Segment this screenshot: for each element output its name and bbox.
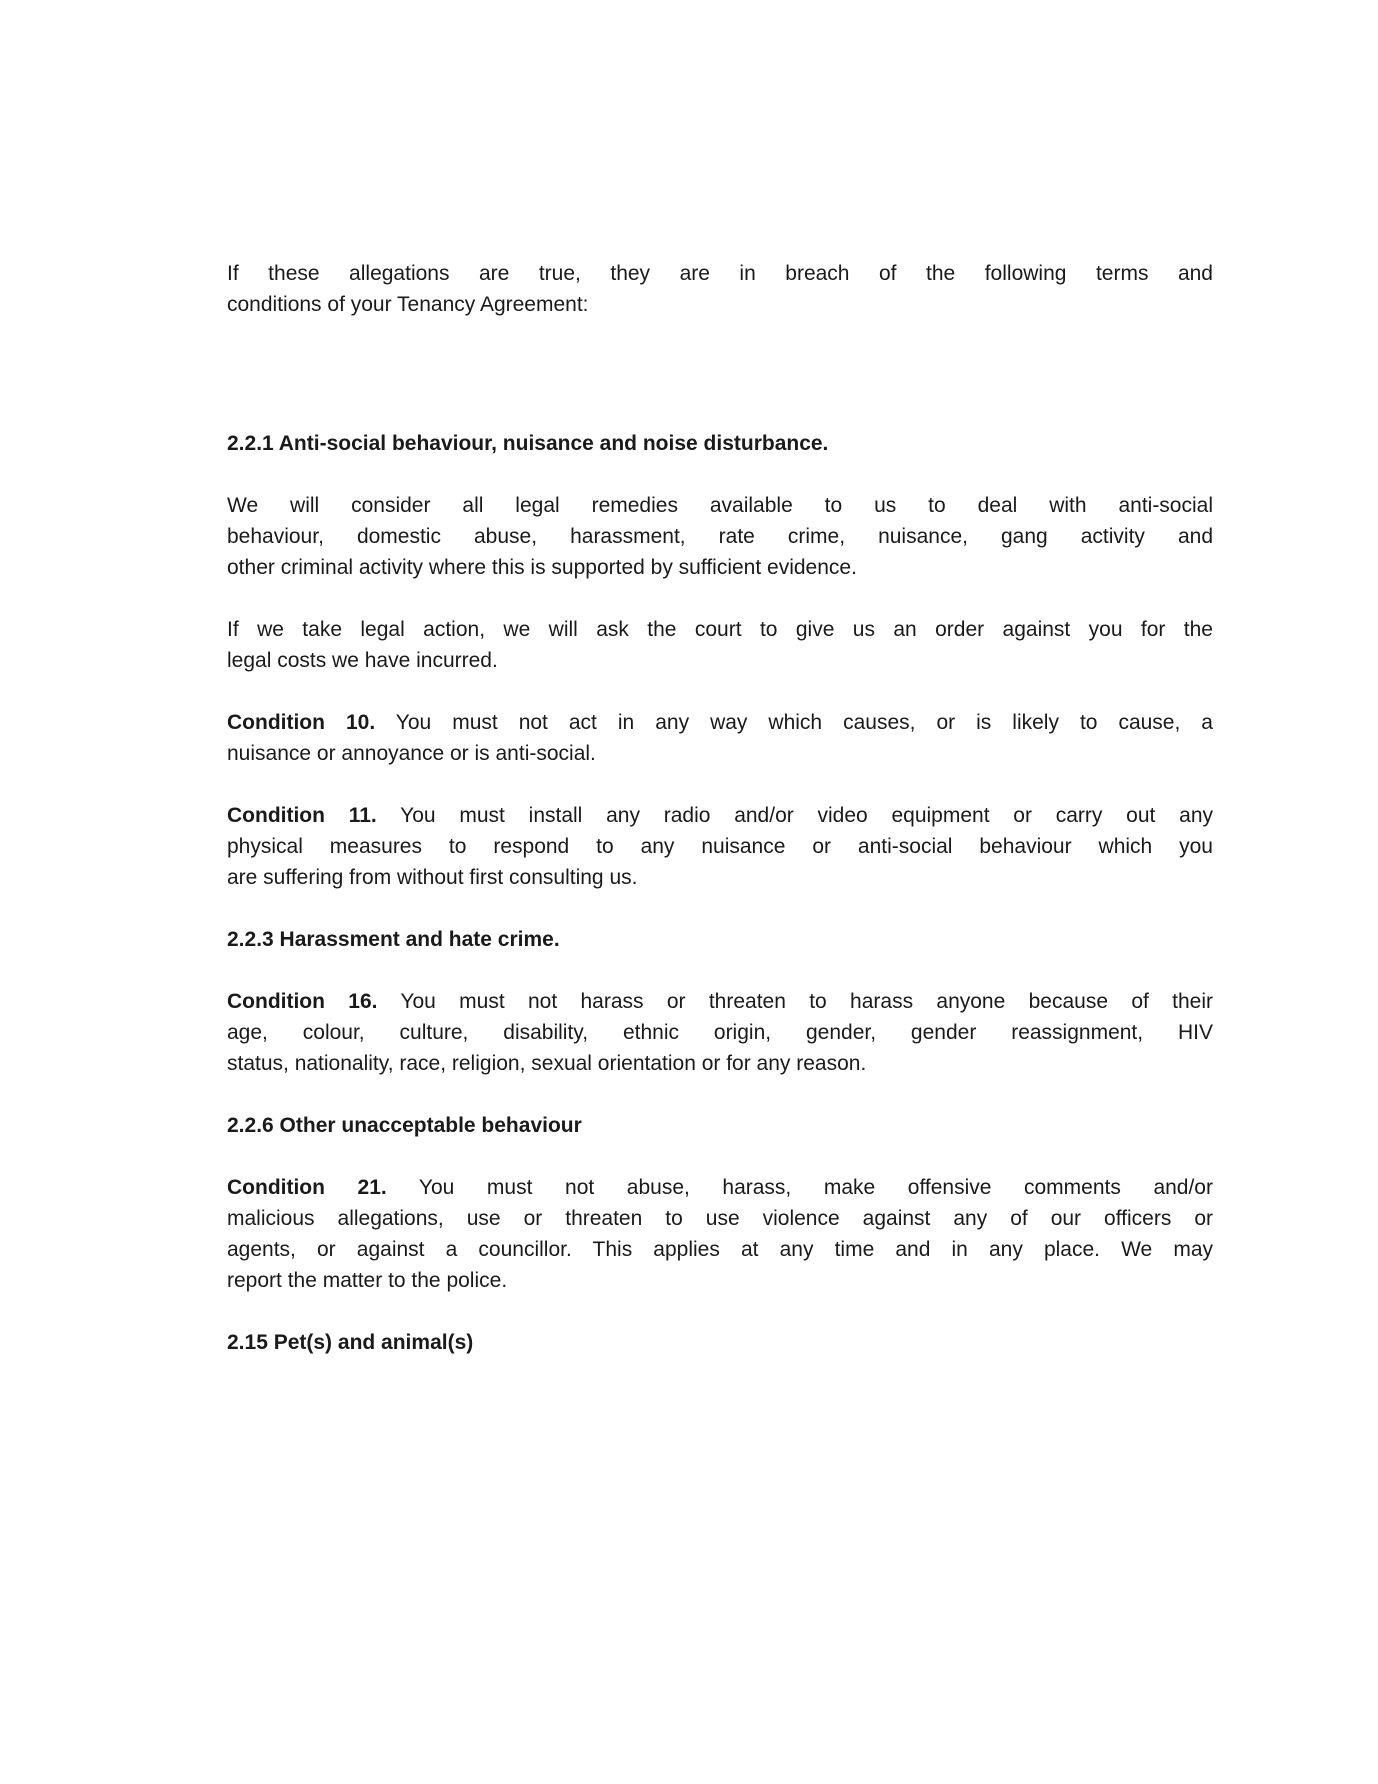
- condition-11-label: Condition 11.: [227, 804, 377, 827]
- text-line: nuisance or annoyance or is anti-social.: [227, 742, 596, 765]
- condition-21-text: You must not abuse, harass, make offensive comments and/or: [386, 1176, 1213, 1199]
- text-line: physical measures to respond to any nuisance or anti-social behaviour which you: [227, 835, 1213, 858]
- intro-paragraph: [227, 258, 1213, 320]
- text-line: status, nationality, race, religion, sexual orientation or for any reason.: [227, 1052, 867, 1075]
- text-line: We will consider all legal remedies available to us to deal with anti-social: [227, 494, 1213, 517]
- condition-21-paragraph: [227, 1172, 1213, 1296]
- text-line: malicious allegations, use or threaten to use violence against any of our officers or: [227, 1207, 1213, 1230]
- remedies-paragraph: [227, 490, 1213, 583]
- heading-2-15: [227, 1327, 1213, 1358]
- heading-2-2-1: [227, 428, 1213, 459]
- text-line: conditions of your Tenancy Agreement:: [227, 293, 589, 316]
- text-line: age, colour, culture, disability, ethnic origin, gender, gender reassignment, HIV: [227, 1021, 1213, 1044]
- text-line: [227, 800, 1213, 831]
- condition-16-label: Condition 16.: [227, 990, 378, 1013]
- condition-11-text: You must install any radio and/or video equipment or carry out any: [376, 804, 1213, 827]
- text-line: 2.15 Pet(s) and animal(s): [227, 1331, 474, 1354]
- text-line: are suffering from without first consulting us.: [227, 866, 638, 889]
- text-line: 2.2.3 Harassment and hate crime.: [227, 928, 560, 951]
- condition-10-text: You must not act in any way which causes, or is likely to cause, a: [375, 711, 1213, 734]
- text-line: If we take legal action, we will ask the court to give us an order against you for the: [227, 618, 1213, 641]
- text-line: If these allegations are true, they are in breach of the following terms and: [227, 262, 1213, 285]
- legal-action-paragraph: [227, 614, 1213, 676]
- document-content: [227, 258, 1213, 1389]
- condition-11-paragraph: [227, 800, 1213, 893]
- text-line: other criminal activity where this is supported by sufficient evidence.: [227, 556, 857, 579]
- text-line: legal costs we have incurred.: [227, 649, 498, 672]
- condition-10-label: Condition 10.: [227, 711, 376, 734]
- heading-2-2-3: [227, 924, 1213, 955]
- condition-16-paragraph: [227, 986, 1213, 1079]
- text-line: report the matter to the police.: [227, 1269, 508, 1292]
- text-line: [227, 986, 1213, 1017]
- text-line: 2.2.1 Anti-social behaviour, nuisance and noise disturbance.: [227, 432, 829, 455]
- condition-10-paragraph: [227, 707, 1213, 769]
- condition-16-text: You must not harass or threaten to harass anyone because of their: [377, 990, 1213, 1013]
- text-line: agents, or against a councillor. This applies at any time and in any place. We may: [227, 1238, 1213, 1261]
- text-line: 2.2.6 Other unacceptable behaviour: [227, 1114, 582, 1137]
- text-line: [227, 707, 1213, 738]
- condition-21-label: Condition 21.: [227, 1176, 387, 1199]
- text-line: [227, 1172, 1213, 1203]
- text-line: behaviour, domestic abuse, harassment, rate crime, nuisance, gang activity and: [227, 525, 1213, 548]
- heading-2-2-6: [227, 1110, 1213, 1141]
